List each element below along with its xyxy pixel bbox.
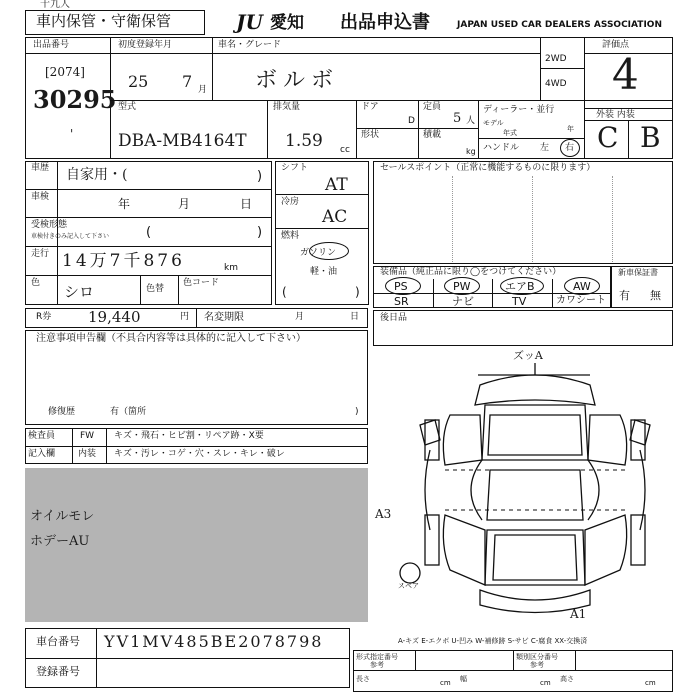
accept-label: 受検形態 xyxy=(31,220,68,230)
car-name-value: ボルボ xyxy=(255,68,340,93)
width-unit: cm xyxy=(540,679,551,687)
handle-right: 右 xyxy=(565,143,575,153)
capacity-unit: 人 xyxy=(466,116,476,126)
car-diagram xyxy=(390,345,680,635)
mileage-label: 走行 xyxy=(31,249,50,259)
class-number-ref: 参考 xyxy=(530,661,544,669)
lot-number: 30295 xyxy=(33,85,117,114)
displacement-label: 排気量 xyxy=(273,102,301,112)
recycle-unit: 円 xyxy=(180,312,190,322)
displacement-unit: cc xyxy=(340,145,350,155)
exterior-grade: C xyxy=(597,121,619,154)
inspector-label: 検査員 xyxy=(28,431,56,441)
registration-year: 25 xyxy=(128,72,149,91)
drive-2wd: 2WD xyxy=(545,54,567,64)
fw-label: FW xyxy=(80,431,95,441)
class-number-label: 類別区分番号 xyxy=(516,653,558,661)
warranty-no: 無 xyxy=(650,289,661,302)
year-label: 年式 xyxy=(503,129,517,137)
repair-value: 有（箇所 xyxy=(110,407,147,417)
load-unit: kg xyxy=(466,147,476,156)
note-line-2: ホデーAU xyxy=(30,534,90,549)
lot-label: 出品番号 xyxy=(33,40,70,50)
equip-airbag: エアB xyxy=(505,280,535,293)
load-label: 積載 xyxy=(423,130,442,140)
handle-right-circle xyxy=(560,139,580,157)
capacity-value: 5 xyxy=(453,111,462,126)
color-code-label: 色コード xyxy=(183,278,220,288)
registration-month-unit: 月 xyxy=(198,85,208,95)
chassis-value: YV1MV485BE2078798 xyxy=(104,632,324,651)
fw-items: キズ・飛石・ヒビ割・リペア跡・X要 xyxy=(114,431,264,441)
inspection-month: 月 xyxy=(178,197,191,211)
width-label: 幅 xyxy=(460,675,467,683)
grade-label: 評価点 xyxy=(602,40,630,50)
equip-ps-circle xyxy=(385,277,421,295)
reg-number-label: 登録番号 xyxy=(36,665,80,678)
diagram-spare: スペア xyxy=(398,582,419,590)
type-number-label: 形式指定番号 xyxy=(356,653,398,661)
lot-bracket-number: [2074] xyxy=(45,65,85,79)
shift-label: シフト xyxy=(281,163,309,173)
interior-grade: B xyxy=(640,121,661,154)
history-value: 自家用・( xyxy=(66,167,128,183)
notice-block xyxy=(25,330,368,425)
equip-navi: ナビ xyxy=(452,295,474,308)
handwritten-top: 十九人 xyxy=(40,0,70,10)
accept-open: ( xyxy=(146,225,152,240)
dealer-label: ディーラー・並行 xyxy=(483,105,555,115)
lot-mark: ' xyxy=(70,127,74,141)
model-label: 型式 xyxy=(118,102,137,112)
repair-label: 修復歴 xyxy=(48,407,76,417)
ext-int-label: 外装 内装 xyxy=(596,110,635,120)
fuel-open: ( xyxy=(282,285,287,299)
displacement-value: 1.59 xyxy=(285,131,323,151)
equipment-label: 装備品（純正品に限り◯をつけてください） xyxy=(380,267,562,277)
aircon-label: 冷房 xyxy=(281,197,300,207)
capacity-label: 定員 xyxy=(423,102,442,112)
inspection-day: 日 xyxy=(240,197,253,211)
car-name-label: 車名・グレード xyxy=(218,40,282,50)
recycle-label: R券 xyxy=(36,312,52,322)
damage-legend: A-キズ E-エクボ U-凹み W-補修跡 S-サビ C-腐食 XX-交換済 xyxy=(398,637,588,645)
fuel-label: 燃料 xyxy=(281,231,300,241)
fuel-close: ) xyxy=(355,285,360,299)
doors-unit: D xyxy=(408,116,415,126)
interior-items: キズ・汚レ・コゲ・穴・スレ・キレ・破レ xyxy=(114,449,285,459)
history-close: ) xyxy=(257,169,263,184)
color-label: 色 xyxy=(31,278,41,288)
warranty-yes: 有 xyxy=(619,289,630,302)
sales-point-block xyxy=(373,161,673,264)
equip-pw-circle xyxy=(444,277,480,295)
diagram-a3: A3 xyxy=(375,507,392,521)
mileage-value: 14万7千876 xyxy=(62,251,185,271)
height-unit: cm xyxy=(645,679,656,687)
grade-value: 4 xyxy=(612,50,639,99)
handle-left: 左 xyxy=(540,143,550,153)
later-date-label: 後日品 xyxy=(380,313,408,323)
name-change-label: 名変期限 xyxy=(204,312,244,323)
sales-point-label: セールスポイント（正常に機能するものに限ります） xyxy=(380,163,596,173)
ju-logo: JU xyxy=(236,10,263,34)
interior-label: 内装 xyxy=(78,449,97,459)
fuel-diesel: 軽・油 xyxy=(310,267,338,277)
year-unit: 年 xyxy=(567,125,574,133)
mileage-unit: km xyxy=(224,263,238,273)
history-label: 車歴 xyxy=(31,163,50,173)
accept-note: 車検付きのみ記入して下さい xyxy=(31,233,110,240)
handle-label: ハンドル xyxy=(483,143,520,153)
length-label: 長さ xyxy=(356,675,370,683)
diagram-top-mark: ズッA xyxy=(513,349,543,362)
recycle-value: 19,440 xyxy=(88,308,141,326)
inspection-year: 年 xyxy=(118,197,131,211)
model-year-label: モデル xyxy=(483,119,504,127)
repair-close: ) xyxy=(355,407,359,417)
shape-label: 形状 xyxy=(361,130,380,140)
color-change-label: 色替 xyxy=(146,284,165,294)
registration-month: 7 xyxy=(182,72,193,91)
logo-text: 愛知 xyxy=(270,13,304,33)
equip-leather: カワシート xyxy=(556,295,606,306)
form-title: 出品申込書 xyxy=(340,12,430,33)
aircon-value: AC xyxy=(322,207,348,227)
shift-value: AT xyxy=(325,175,348,195)
association-name: JAPAN USED CAR DEALERS ASSOCIATION xyxy=(457,20,662,30)
name-change-day: 日 xyxy=(350,312,360,322)
drive-4wd: 4WD xyxy=(545,79,567,89)
doors-label: ドア xyxy=(361,102,379,112)
equip-tv: TV xyxy=(512,295,527,308)
equip-airbag-circle xyxy=(500,277,544,295)
fuel-gasoline-circle xyxy=(309,242,349,260)
type-number-ref: 参考 xyxy=(370,661,384,669)
inspection-label: 車検 xyxy=(31,192,50,202)
storage-label: 車内保管・守衛保管 xyxy=(36,12,172,30)
length-unit: cm xyxy=(440,679,451,687)
note-line-1: オイルモレ xyxy=(30,509,95,524)
equip-aw-circle xyxy=(564,277,600,295)
equip-pw: PW xyxy=(453,280,471,293)
equip-ps: PS xyxy=(394,280,408,293)
color-value: シロ xyxy=(64,283,95,301)
chassis-label: 車台番号 xyxy=(36,635,80,648)
warranty-label: 新車保証書 xyxy=(618,268,658,277)
notice-label: 注意事項申告欄（不具合内容等は具体的に記入して下さい） xyxy=(36,333,306,344)
model-value: DBA-MB4164T xyxy=(118,131,247,151)
equip-sr: SR xyxy=(394,295,409,308)
height-label: 高さ xyxy=(560,675,574,683)
later-date-block xyxy=(373,310,673,346)
registration-label: 初度登録年月 xyxy=(118,40,173,50)
accept-close: ) xyxy=(257,225,263,240)
fuel-gasoline: ガソリン xyxy=(300,248,337,258)
diagram-a1: A1 xyxy=(570,607,587,621)
equip-aw: AW xyxy=(573,280,591,293)
name-change-month: 月 xyxy=(295,312,305,322)
record-label: 記入欄 xyxy=(28,449,56,459)
